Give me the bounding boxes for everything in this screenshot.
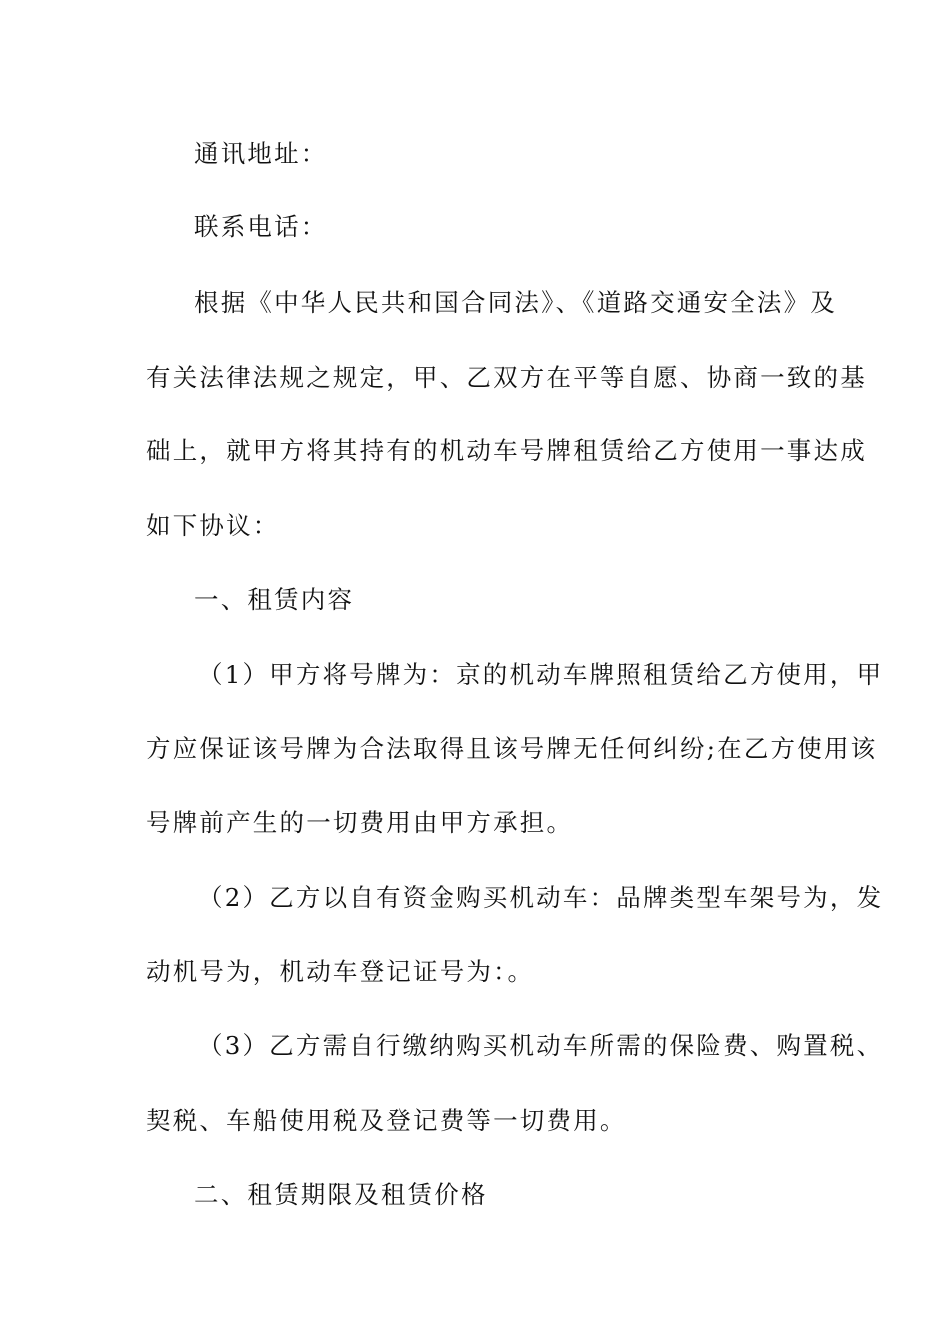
phone-label: 联系电话： [194,212,328,241]
preamble-line-4: 如下协议： [146,511,280,540]
address-label: 通讯地址： [194,139,328,168]
section-heading-1: 一、租赁内容 [194,585,355,614]
clause-3-line-2: 契税、车船使用税及登记费等一切费用。 [146,1106,627,1135]
clause-2-line-1: （2）乙方以自有资金购买机动车：品牌类型车架号为，发 [198,883,884,912]
preamble-line-3: 础上，就甲方将其持有的机动车号牌租赁给乙方使用一事达成 [146,436,867,465]
clause-1-line-1: （1）甲方将号牌为：京的机动车牌照租赁给乙方使用，甲 [198,660,884,689]
clause-1-line-3: 号牌前产生的一切费用由甲方承担。 [146,808,574,837]
clause-3-line-1: （3）乙方需自行缴纳购买机动车所需的保险费、购置税、 [198,1031,884,1060]
section-heading-2: 二、租赁期限及租赁价格 [194,1180,488,1209]
preamble-line-2: 有关法律法规之规定，甲、乙双方在平等自愿、协商一致的基 [146,363,867,392]
preamble-line-1: 根据《中华人民共和国合同法》、《道路交通安全法》及 [194,288,837,317]
clause-2-line-2: 动机号为，机动车登记证号为：。 [146,957,535,986]
clause-1-line-2: 方应保证该号牌为合法取得且该号牌无任何纠纷;在乙方使用该 [146,734,878,763]
